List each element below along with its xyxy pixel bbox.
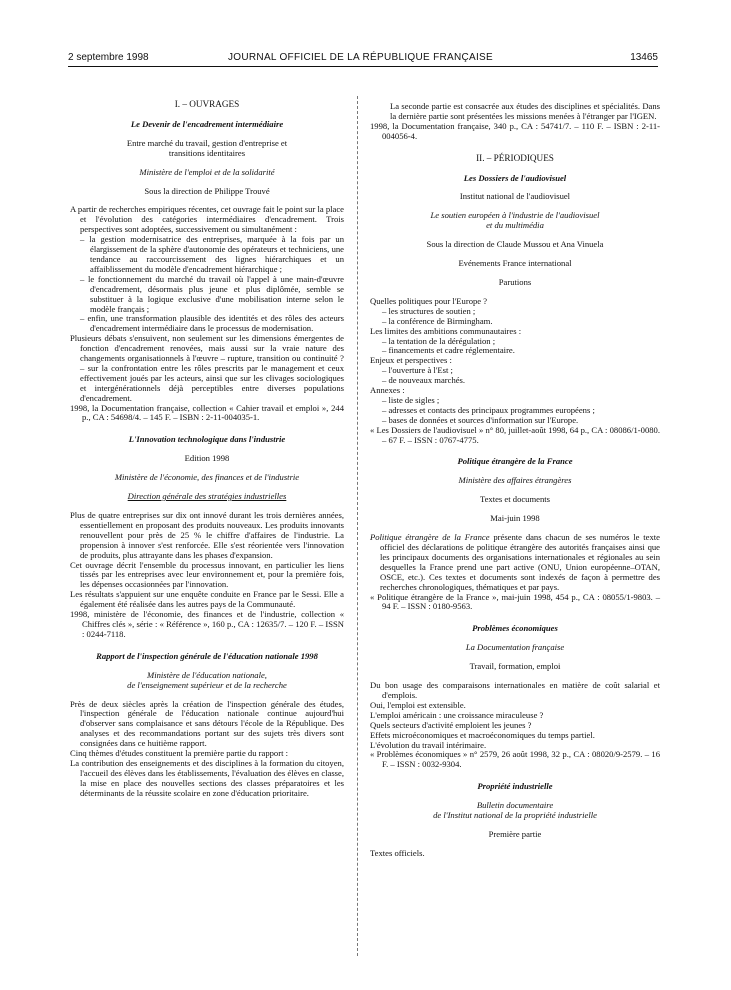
contents-bullet: – la conférence de Birmingham. [382,315,493,326]
entry-paragraph: Plus de quatre entreprises sur dix ont innové durant les trois dernières années, essentiellement en proposant des produits nouveaux. Les produits innovants renouvellent pour près de 25 % le chiffre d'affaires de l'industrie. La propension à innover s'est renforcée. Elle s'est réorientée vers l'innovation de produits, plus attrayante dans les phases d'expansion. [70,510,344,560]
entry-title: Propriété industrielle [477,781,553,792]
entry-ministry: Ministère de l'éducation nationale, [147,669,267,680]
entry-publisher: La Documentation française [465,642,565,653]
entry-subtitle: Travail, formation, emploi [469,661,561,672]
entry-paragraph: Plusieurs débats s'ensuivent, non seulement sur les dimensions émergentes de fonction d'encadrement renovées, mais aussi sur la vraie nature des changements organisationnels à l'œuvre – rupture, transition ou continuité ? – sur la confrontation entre les rôles prescrits par le management et ceux effectivement joués par les acteurs, ainsi que sur les clivages sociologiques et intergénérationnels déjà perceptibles entre diverses populations d'encadrement. [70,333,344,403]
entry-item: L'évolution du travail intérimaire. [370,739,487,750]
right-column [370,102,660,859]
entry-title: Politique étrangère de la France [457,456,573,467]
contents-bullet: – adresses et contacts des principaux programmes européens ; [382,404,595,415]
entry-item: Quels secteurs d'activité emploient les jeunes ? [370,719,532,730]
entry-item: L'emploi américain : une croissance miraculeuse ? [370,709,544,720]
entry-subtitle: Entre marché du travail, gestion d'entreprise et transitions identitaires [126,137,288,158]
entry-bullet: – le fonctionnement du marché du travail où l'appel à une main-d'œuvre d'encadrement, désormais plus jeune et plus diplômée, semble se substituer à la logique exclusive d'une mobilisation interne selon le modèle français ; [80,273,344,314]
header-rule [68,66,658,67]
entry-bullet: – enfin, une transformation plausible des identités et des rôles des acteurs d'encadrement intermédiaire dans le processus de modernisation. [80,313,344,334]
entry-paragraph: A partir de recherches empiriques récentes, cet ouvrage fait le point sur la place et l'évolution des catégories intermédiaires d'encadrement. Trois perspectives sont adoptées, successivement ou simultanément : [70,204,344,235]
contents-bullet: – les structures de soutien ; [382,305,476,316]
contents-bullet: – bases de données et sources d'information sur l'Europe. [382,414,579,425]
entry-part: Première partie [488,828,542,839]
contents-heading: Enjeux et perspectives : [370,355,452,366]
entry-parutions: Parutions [498,276,532,287]
entry-item: Oui, l'emploi est extensible. [370,699,466,710]
entry-paragraph-lead: Politique étrangère de la France [370,532,490,543]
contents-bullet: – de nouveaux marchés. [382,375,466,386]
header-journal-title: JOURNAL OFFICIEL DE LA RÉPUBLIQUE FRANÇAISE [228,52,493,63]
entry-ministry: Ministère des affaires étrangères [458,475,572,486]
entry-paragraph-rest: présente dans chacun de ses numéros le texte officiel des déclarations de politique étrangère des autorités françaises ainsi que les principaux documents des organisations internationales et régionales au sein desquelles la France prend une part active (ONU, Union européenne–OTAN, OSCE, etc.). Ces textes et documents sont indexés de façon à permettre des recherches chronologiques, thématiques et par pays. [380,532,660,592]
entry-paragraph: La seconde partie est consacrée aux études des disciplines et spécialités. Dans la dernière partie sont présentées les missions menées à l'étranger par l'IGEN. [390,101,660,121]
entry-item: Effets microéconomiques et macroéconomiques du temps partiel. [370,729,595,740]
page-header [68,52,658,66]
entry-paragraph: Cet ouvrage décrit l'ensemble du processus innovant, en particulier les liens tissés par les entreprises avec leur environnement et, pour la première fois, les dépenses occasionnées par l'innovation. [70,559,344,590]
contents-bullet: – financements et cadre réglementaire. [382,345,515,356]
entry-subtitle-line2: de l'Institut national de la propriété industrielle [433,810,597,821]
section-heading-periodiques: II. – PÉRIODIQUES [476,152,554,163]
entry-ministry: Ministère de l'emploi et de la solidarité [139,166,275,177]
entry-item: Textes officiels. [370,847,425,858]
contents-bullet: – l'ouverture à l'Est ; [382,365,453,376]
entry-edition: Edition 1998 [184,453,230,464]
entry-contents-list [370,297,660,426]
entry-paragraph: Les résultats s'appuient sur une enquête conduite en France par le Sessi. Elle a également été réalisée dans les autres pays de la Communauté. [70,589,344,610]
entry-title: Rapport de l'inspection générale de l'éducation nationale 1998 [96,650,318,661]
entry-period: Mai-juin 1998 [490,513,540,524]
entry-title: Problèmes économiques [472,623,558,634]
contents-heading: Annexes : [370,385,405,396]
entry-bullet: – la gestion modernisatrice des entreprises, marquée à la fois par un élargissement de la sphère d'autonomie des opérateurs et techniciens, une tendance au raccourcissement des lignes hiérarchiques et un affaiblissement du modèle d'encadrement hiérarchique ; [80,234,344,274]
contents-bullet: – liste de sigles ; [382,394,440,405]
column-separator [357,96,358,956]
entry-direction: Sous la direction de Philippe Trouvé [144,185,270,196]
entry-paragraph: La contribution des enseignements et des disciplines à la formation du citoyen, l'accueil des élèves dans les établissements, l'évaluation des élèves en classe, la mise en place des nouvelles sections des classes préparatoires et les déterminants de la réussite scolaire en zone d'éducation prioritaire. [70,757,344,798]
entry-events: Evénements France international [458,258,572,269]
left-column [70,100,344,799]
entry-ministry: Ministère de l'économie, des finances et de l'industrie [114,472,300,483]
entry-item: Du bon usage des comparaisons internationales en matière de coût salarial et d'emplois. [370,680,660,700]
entry-reference: « Problèmes économiques » n° 2579, 26 août 1998, 32 p., CA : 08020/9-2579. – 16 F. – ISSN : 0032-9304. [370,749,660,770]
entry-institute: Institut national de l'audiovisuel [459,191,571,202]
entry-paragraph: Près de deux siècles après la création de l'inspection générale des études, l'inspection générale de l'éducation nationale continue aujourd'hui d'observer sans complaisance et sans détours l'école de la République. Des analyses et des recommandations portant sur des sujets très divers sont consignées dans ce huitième rapport. [70,698,344,749]
entry-paragraph: Cinq thèmes d'études constituent la première partie du rapport : [70,748,288,759]
contents-heading: Les limites des ambitions communautaires : [370,325,522,336]
entry-subtitle: Bulletin documentaire [476,800,554,811]
entry-reference: 1998, la Documentation française, 340 p., CA : 54741/7. – 110 F. – ISBN : 2-11-004056-4. [370,120,660,141]
entry-title: Le Devenir de l'encadrement intermédiaire [130,118,284,129]
entry-title: L'Innovation technologique dans l'industrie [128,434,286,445]
entry-subtitle: Le soutien européen à l'industrie de l'audiovisuel [430,210,600,221]
entry-reference: « Les Dossiers de l'audiovisuel » n° 80, juillet-août 1998, 64 p., CA : 08086/1-0080. – 67 F. – ISSN : 0767-4775. [370,424,660,445]
entry-subtitle: Textes et documents [479,494,551,505]
entry-subtitle-line2: et du multimédia [486,220,544,231]
entry-ministry-line2: de l'enseignement supérieur et de la recherche [127,679,287,690]
entry-reference: 1998, ministère de l'économie, des finances et de l'industrie, collection « Chiffres clés », série : « Référence », 160 p., CA : 12635/7. – 120 F. – ISSN : 0244-7118. [70,609,344,639]
header-page-number: 13465 [630,52,658,63]
contents-bullet: – la tentation de la dérégulation ; [382,335,496,346]
header-date: 2 septembre 1998 [68,52,149,63]
entry-direction: Sous la direction de Claude Mussou et Ana Vinuela [426,239,604,250]
entry-paragraph [370,533,660,592]
contents-heading: Quelles politiques pour l'Europe ? [370,295,488,306]
entry-reference: 1998, la Documentation française, collection « Cahier travail et emploi », 244 p., CA : 54698/4. – 145 F. – ISBN : 2-11-004035-1. [70,402,344,423]
entry-title: Les Dossiers de l'audiovisuel [463,172,567,183]
entry-reference: « Politique étrangère de la France », mai-juin 1998, 454 p., CA : 08055/1-9803. – 94 F. – ISSN : 0180-9563. [370,591,660,612]
entry-direction: Direction générale des stratégies industrielles [127,491,287,502]
section-heading-ouvrages: I. – OUVRAGES [174,99,240,109]
